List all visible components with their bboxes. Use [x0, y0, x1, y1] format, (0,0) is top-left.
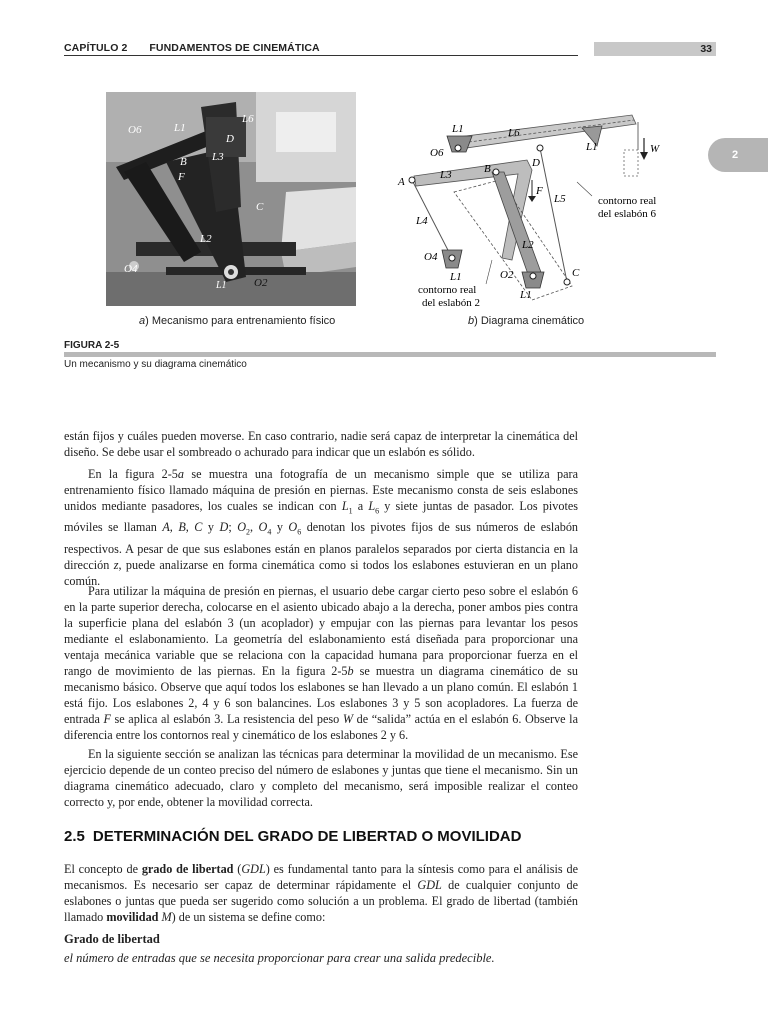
- photo-label-d: D: [226, 133, 234, 145]
- p3-weight-w: W: [342, 712, 354, 726]
- p2-L6: L: [368, 499, 376, 513]
- caption-b: [468, 315, 584, 327]
- diagram-label-o6: O6: [430, 147, 444, 159]
- chapter-number: CAPÍTULO 2: [64, 42, 128, 54]
- p5-text-e: ) es fundamental tanto para la síntesis como para el análisis de mecanismos. Es necesario ser capaz de determinar rápidamente el: [64, 862, 578, 892]
- paragraph-4-text: En la siguiente sección se analizan las técnicas para determinar la movilidad de un mecanismo. Ese ejercicio depende de un conteo preciso del número de eslabones y juntas que tiene el mecanismo. Sin un diagrama cinemático adecuado, claro y completo del mecanismo, será imposible realizar el conteo correcto y, por ende, obtener la movilidad correcta.: [64, 747, 578, 809]
- diagram-label-l3: L3: [440, 169, 452, 181]
- definition-title: Grado de libertad: [64, 932, 160, 946]
- p5-gdl-2: GDL: [417, 878, 442, 892]
- p2-text-c: a: [352, 499, 369, 513]
- diagram-label-b: B: [484, 163, 491, 175]
- p2-O6: O: [288, 520, 298, 535]
- p2-pivots: A, B, C: [162, 520, 203, 535]
- p5-movilidad: movilidad: [106, 910, 159, 924]
- figure-rule: [64, 352, 716, 357]
- figure-label: FIGURA 2-5: [64, 340, 120, 351]
- diagram-label-l5: L5: [554, 193, 566, 205]
- photo-label-f: F: [178, 171, 185, 183]
- p5-text-j: ) de un sistema se define como:: [171, 910, 326, 924]
- photo-label-l6: L6: [242, 113, 254, 125]
- caption-b-text: ) Diagrama cinemático: [474, 315, 585, 327]
- diagram-label-o2: O2: [500, 269, 514, 281]
- p2-sub-6: 6: [375, 506, 380, 516]
- p2-text-d: y siete juntas de pasador. Los pivotes móviles se llaman: [64, 499, 578, 535]
- diagram-label-f: F: [536, 185, 543, 197]
- photo-label-l1: L1: [174, 122, 186, 134]
- p2-text-h: ;: [228, 520, 238, 535]
- photo-label-c: C: [256, 201, 264, 213]
- photo-label-l1-bottom: L1: [216, 280, 227, 291]
- caption-a-text: ) Mecanismo para entrenamiento físico: [145, 315, 336, 327]
- p3-text-e: de “salida” actúa en el eslabón 6. Observe la diferencia entre los contornos real y cinemático de los eslabones 2 y 6.: [64, 712, 578, 742]
- p5-gdl: GDL: [241, 862, 266, 876]
- p2-pivot-d: D: [219, 520, 229, 535]
- p3-force-f: F: [103, 712, 111, 726]
- p2-text-k: denotan los pivotes fijos de sus números de eslabón respectivos. A pesar de que sus eslabones están en planos paralelos separados por cierta distancia en la dirección: [64, 520, 579, 572]
- p5-m: M: [158, 910, 172, 924]
- p5-text-g: de cualquier conjunto de eslabones o juntas que pueda ser sugerido como solución a un problema. El grado de libertad (también llamado: [64, 878, 578, 924]
- definition-text: el número de entradas que se necesita proporcionar para crear una salida predecible.: [64, 951, 495, 965]
- chapter-heading: [64, 42, 320, 54]
- p2-sub-1: 1: [348, 506, 353, 516]
- diagram-label-contorno6-2: del eslabón 6: [598, 208, 657, 220]
- diagram-label-l6: L6: [508, 127, 520, 139]
- header-rule: [64, 55, 578, 56]
- p3-text-c: se muestra un diagrama cinemático de su mecanismo básico. Observe que aquí todos los eslabones se han llevado a un plano común. El eslabón 1 está fijo. Los eslabones 2, 4 y 6 son balancines. Los eslabones 3 y 5 son acopladores. La fuerza de entrada: [64, 664, 578, 726]
- p3-text-d: se aplica al eslabón 3. La resistencia del peso: [110, 712, 343, 726]
- photo-label-o6: O6: [128, 124, 142, 136]
- diagram-label-l2: L2: [522, 239, 534, 251]
- paragraph-1-text: están fijos y cuáles pueden moverse. En caso contrario, nadie será capaz de interpretar la cinemática del diseño. Se debe usar el sombreado o achurado para indicar que un eslabón es sólido.: [64, 429, 578, 459]
- p2-sub-2: 2: [246, 527, 250, 537]
- section-heading: [64, 828, 521, 845]
- diagram-label-contorno6-1: contorno real: [598, 195, 657, 207]
- p2-text-a: En la figura 2-5: [88, 467, 178, 481]
- p2-sub-4: 4: [267, 527, 272, 537]
- photo-label-o4: O4: [124, 263, 138, 275]
- p2-O2: O: [237, 520, 246, 535]
- p2-L1: L: [341, 499, 349, 513]
- section-number: 2.5: [64, 828, 85, 845]
- caption-a-letter: a: [139, 315, 146, 327]
- chapter-tab: 2: [708, 138, 768, 172]
- caption-a: [139, 315, 335, 327]
- paragraph-1: [64, 428, 578, 460]
- diagram-label-a: A: [398, 176, 405, 188]
- p2-O4: O: [258, 520, 268, 535]
- kinematic-diagram: [392, 110, 677, 318]
- diagram-label-w: W: [650, 143, 660, 155]
- p2-text-f: y: [202, 520, 220, 535]
- paragraph-3: [64, 583, 578, 743]
- diagram-label-l1-top: L1: [452, 123, 464, 135]
- p2-text-i: ,: [250, 520, 259, 535]
- page-number: 33: [594, 42, 716, 56]
- p2-z: z: [113, 557, 119, 572]
- diagram-label-l1-left: L1: [450, 271, 462, 283]
- paragraph-4: [64, 746, 578, 810]
- photo-label-l3: L3: [212, 151, 224, 163]
- p2-text-b: se muestra una fotografía de un mecanismo simple que se utiliza para entrenamiento físico llamado máquina de presión en piernas. Este mecanismo consta de seis eslabones unidos mediante pasadores, los cuales se indican con: [64, 467, 578, 513]
- photo-label-o2: O2: [254, 277, 268, 289]
- p5-term: grado de libertad: [141, 862, 234, 876]
- p5-text-a: El concepto de: [64, 862, 142, 876]
- paragraph-5: [64, 861, 578, 925]
- photo-label-l2: L2: [200, 233, 212, 245]
- p5-text-c: (: [233, 862, 242, 876]
- section-title: DETERMINACIÓN DEL GRADO DE LIBERTAD O MOVILIDAD: [92, 828, 522, 845]
- running-header: [64, 42, 716, 58]
- p3-fig-letter: b: [347, 664, 354, 678]
- diagram-label-l4: L4: [416, 215, 428, 227]
- diagram-label-d: D: [532, 157, 540, 169]
- caption-b-letter: b: [468, 315, 475, 327]
- p2-fig-letter: a: [177, 467, 184, 481]
- p2-text-j: y: [271, 520, 289, 535]
- diagram-label-contorno2-1: contorno real: [418, 284, 477, 296]
- photo-label-b: B: [180, 156, 187, 168]
- diagram-label-contorno2-2: del eslabón 2: [422, 297, 481, 309]
- p3-text-a: Para utilizar la máquina de presión en piernas, el usuario debe cargar cierto peso sobre el eslabón 6 en la parte superior derecha, colocarse en el asiento ubicado abajo a la derecha, poner ambos pies contra la superficie plana del eslabón 3 (un acoplador) y empujar con las piernas para levantar los pesos mediante el eslabonamiento. La geometría del eslabonamiento está diseñada para proporcionar una ventaja mecánica variable que se relaciona con la capacidad humana para proporcionar fuerza en el rango de movimiento de las piernas. En la figura 2-5: [64, 584, 578, 678]
- figure-description: Un mecanismo y su diagrama cinemático: [64, 359, 247, 370]
- diagram-label-c: C: [572, 267, 580, 279]
- mechanism-photo: [106, 92, 356, 306]
- p2-sub-6b: 6: [297, 527, 302, 537]
- p2-text-l: , puede analizarse en forma cinemática como si todos los eslabones estuvieran en un plano común.: [64, 557, 578, 588]
- paragraph-2: [64, 466, 578, 589]
- chapter-title: FUNDAMENTOS DE CINEMÁTICA: [149, 42, 320, 54]
- diagram-label-l1-bottom: L1: [520, 289, 532, 301]
- diagram-label-l1-right: L1: [586, 141, 598, 153]
- diagram-label-o4: O4: [424, 251, 438, 263]
